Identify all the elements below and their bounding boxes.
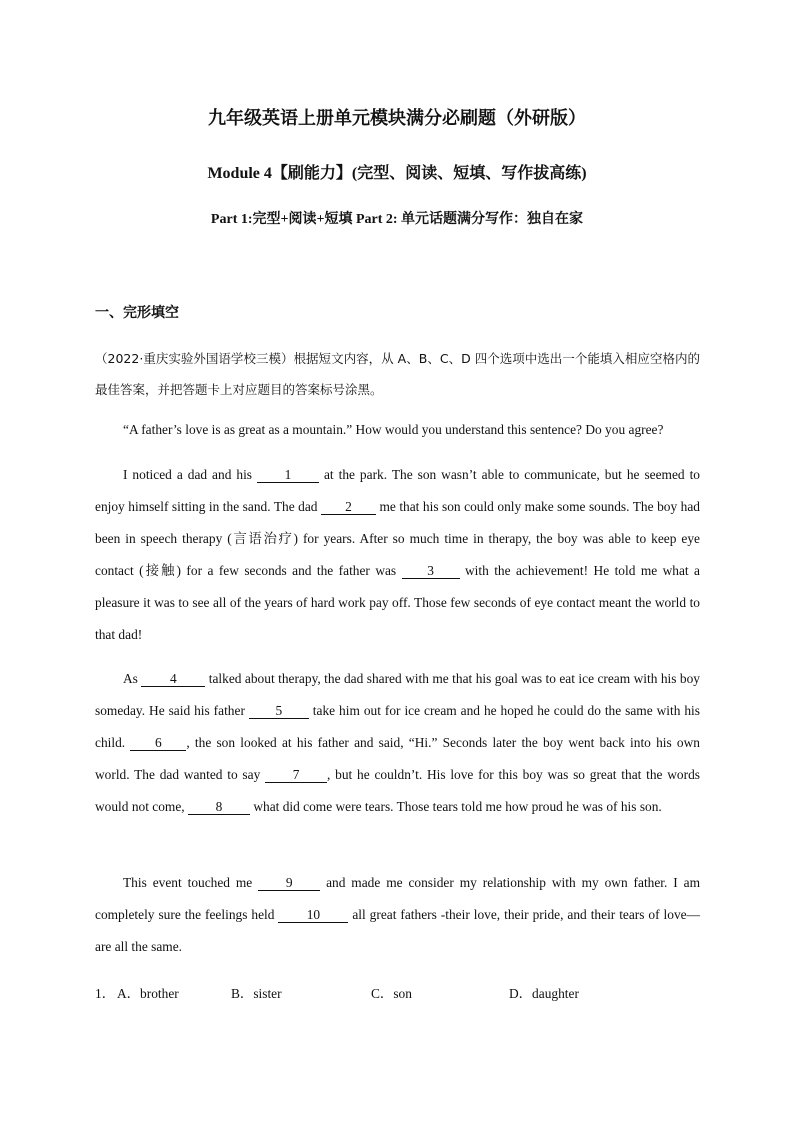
blank-3: 3	[402, 563, 460, 579]
option-c[interactable]: C．son	[371, 986, 412, 1001]
paragraph-text: As	[123, 671, 142, 686]
paragraph-text: what did come were tears. Those tears told me how proud he was of his son.	[249, 799, 662, 814]
question-number: 1．	[95, 986, 116, 1001]
section-heading: 一、完形填空	[95, 305, 179, 321]
passage-paragraph-1	[95, 414, 700, 446]
blank-5: 5	[249, 703, 309, 719]
passage-paragraph-3	[95, 663, 700, 823]
option-a[interactable]: A．brother	[117, 986, 179, 1001]
blank-9: 9	[258, 875, 320, 891]
paragraph-text: at the park. The son wasn’t able to communicate, but he seemed to enjoy himself sitting in the sand. The dad	[95, 467, 700, 514]
blank-8: 8	[188, 799, 250, 815]
paragraph-text: , but he couldn’t. His love for this boy was so great that the words would not come,	[95, 767, 700, 814]
passage-paragraph-4	[95, 867, 700, 963]
blank-6: 6	[130, 735, 186, 751]
paragraph-text: with the achievement! He told me what a pleasure it was to see all of the years of hard work pay off. Those few seconds of eye contact meant the world to that dad!	[95, 563, 700, 642]
option-b[interactable]: B．sister	[231, 986, 282, 1001]
parts-subtitle: Part 1:完型+阅读+短填 Part 2: 单元话题满分写作：独自在家	[210, 212, 584, 227]
paragraph-text: This event touched me	[123, 875, 259, 890]
paragraph-text: , the son looked at his father and said, “Hi.” Seconds later the boy went back into his own world. The dad wanted to say	[95, 735, 700, 782]
blank-7: 7	[265, 767, 327, 783]
blank-4: 4	[141, 671, 205, 687]
instructions: （2022·重庆实验外国语学校三模）根据短文内容，从 A、B、C、D 四个选项中选出一个能填入相应空格内的最佳答案，并把答题卡上对应题目的答案标号涂黑。	[95, 351, 700, 397]
paragraph-text: all great fathers -their love, their pride, and their tears of love—are all the same.	[95, 907, 700, 954]
blank-2: 2	[321, 499, 376, 515]
paragraph-text: I noticed a dad and his	[123, 467, 257, 482]
document-title: 九年级英语上册单元模块满分必刷题（外研版）	[208, 108, 586, 129]
blank-10: 10	[278, 907, 348, 923]
paragraph-text: “A father’s love is as great as a mountain.” How would you understand this sentence? Do you agree?	[123, 422, 664, 437]
module-title: Module 4【刷能力】(完型、阅读、短填、写作拔高练)	[207, 165, 587, 182]
question-1	[95, 983, 700, 1003]
paragraph-text: take him out for ice cream and he hoped he could do the same with his child.	[95, 703, 700, 750]
paragraph-text: and made me consider my relationship with my own father. I am completely sure the feelings held	[95, 875, 700, 922]
blank-1: 1	[257, 467, 319, 483]
option-d[interactable]: D．daughter	[509, 986, 579, 1001]
passage-paragraph-2	[95, 459, 700, 651]
paragraph-text: me that his son could only make some sounds. The boy had been in speech therapy (言语治疗) for years. After so much time in therapy, the boy was able to keep eye contact (接触) for a few seconds and the father was	[95, 499, 700, 578]
paragraph-text: talked about therapy, the dad shared with me that his goal was to eat ice cream with his boy someday. He said his father	[95, 671, 700, 718]
